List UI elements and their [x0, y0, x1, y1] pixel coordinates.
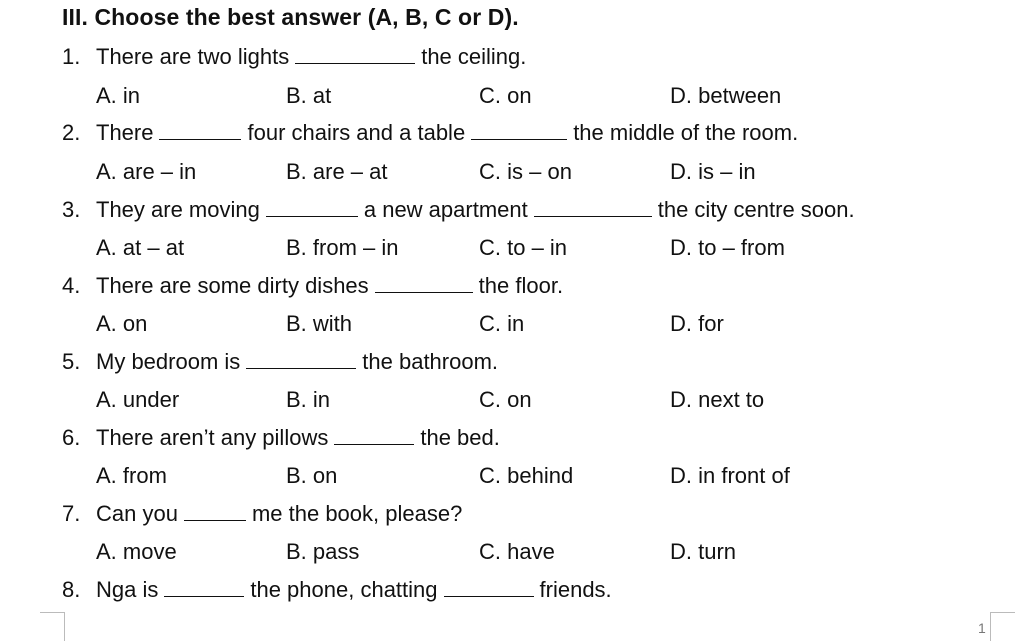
- question-number: 1.: [62, 44, 81, 69]
- option-b[interactable]: B. are – at: [286, 159, 388, 184]
- option-a[interactable]: A. on: [96, 311, 148, 336]
- option-d[interactable]: D. next to: [670, 387, 765, 412]
- option-a[interactable]: A. in: [96, 83, 141, 108]
- option-b[interactable]: B. in: [286, 387, 331, 412]
- option-a[interactable]: A. move: [96, 539, 177, 564]
- question-text: four chairs and a table: [247, 120, 466, 145]
- option-d[interactable]: D. to – from: [670, 235, 785, 260]
- answer-blank[interactable]: [159, 117, 241, 140]
- question-1: [62, 41, 526, 73]
- option-b[interactable]: B. on: [286, 463, 338, 488]
- answer-blank[interactable]: [471, 117, 567, 140]
- question-text: the floor.: [478, 273, 564, 298]
- answer-blank[interactable]: [164, 574, 244, 597]
- question-text: the bathroom.: [362, 349, 499, 374]
- answer-blank[interactable]: [246, 346, 356, 369]
- question-text: There are two lights: [96, 44, 290, 69]
- question-number: 5.: [62, 349, 81, 374]
- option-c[interactable]: C. on: [479, 83, 532, 108]
- question-text: There are some dirty dishes: [96, 273, 369, 298]
- question-3: [62, 194, 855, 226]
- page-corner-mark-left: [40, 612, 65, 641]
- answer-blank[interactable]: [184, 498, 246, 521]
- option-b[interactable]: B. with: [286, 311, 353, 336]
- question-2: [62, 117, 798, 149]
- question-text: Can you: [96, 501, 178, 526]
- option-d[interactable]: D. between: [670, 83, 782, 108]
- answer-blank[interactable]: [534, 194, 652, 217]
- question-5: [62, 346, 498, 378]
- answer-blank[interactable]: [375, 270, 473, 293]
- option-c[interactable]: C. in: [479, 311, 525, 336]
- question-7: [62, 498, 462, 530]
- question-text: They are moving: [96, 197, 260, 222]
- option-b[interactable]: B. pass: [286, 539, 360, 564]
- answer-blank[interactable]: [266, 194, 358, 217]
- answer-blank[interactable]: [444, 574, 534, 597]
- option-c[interactable]: C. behind: [479, 463, 574, 488]
- question-text: the ceiling.: [421, 44, 527, 69]
- question-text: the city centre soon.: [657, 197, 855, 222]
- question-text: the bed.: [420, 425, 500, 450]
- option-a[interactable]: A. under: [96, 387, 180, 412]
- option-a[interactable]: A. at – at: [96, 235, 185, 260]
- question-text: a new apartment: [363, 197, 528, 222]
- page-number: 1: [978, 620, 986, 636]
- question-text: There aren’t any pillows: [96, 425, 329, 450]
- question-text: me the book, please?: [251, 501, 463, 526]
- question-4: [62, 270, 563, 302]
- question-6: [62, 422, 500, 454]
- question-text: My bedroom is: [96, 349, 241, 374]
- question-number: 3.: [62, 197, 81, 222]
- question-number: 6.: [62, 425, 81, 450]
- option-d[interactable]: D. turn: [670, 539, 737, 564]
- question-number: 8.: [62, 577, 81, 602]
- question-number: 7.: [62, 501, 81, 526]
- question-text: There: [96, 120, 154, 145]
- page-corner-mark-right: [990, 612, 1015, 641]
- option-c[interactable]: C. have: [479, 539, 555, 564]
- option-a[interactable]: A. are – in: [96, 159, 197, 184]
- question-text: the phone, chatting: [250, 577, 438, 602]
- option-d[interactable]: D. is – in: [670, 159, 756, 184]
- option-c[interactable]: C. is – on: [479, 159, 572, 184]
- section-heading: III. Choose the best answer (A, B, C or D).: [62, 4, 519, 30]
- option-d[interactable]: D. for: [670, 311, 724, 336]
- answer-blank[interactable]: [334, 422, 414, 445]
- option-c[interactable]: C. to – in: [479, 235, 568, 260]
- option-a[interactable]: A. from: [96, 463, 167, 488]
- question-text: friends.: [539, 577, 612, 602]
- option-b[interactable]: B. from – in: [286, 235, 399, 260]
- option-b[interactable]: B. at: [286, 83, 332, 108]
- question-number: 4.: [62, 273, 81, 298]
- question-8: [62, 574, 612, 606]
- question-text: Nga is: [96, 577, 159, 602]
- option-c[interactable]: C. on: [479, 387, 532, 412]
- answer-blank[interactable]: [295, 41, 415, 64]
- question-number: 2.: [62, 120, 81, 145]
- question-text: the middle of the room.: [573, 120, 799, 145]
- option-d[interactable]: D. in front of: [670, 463, 790, 488]
